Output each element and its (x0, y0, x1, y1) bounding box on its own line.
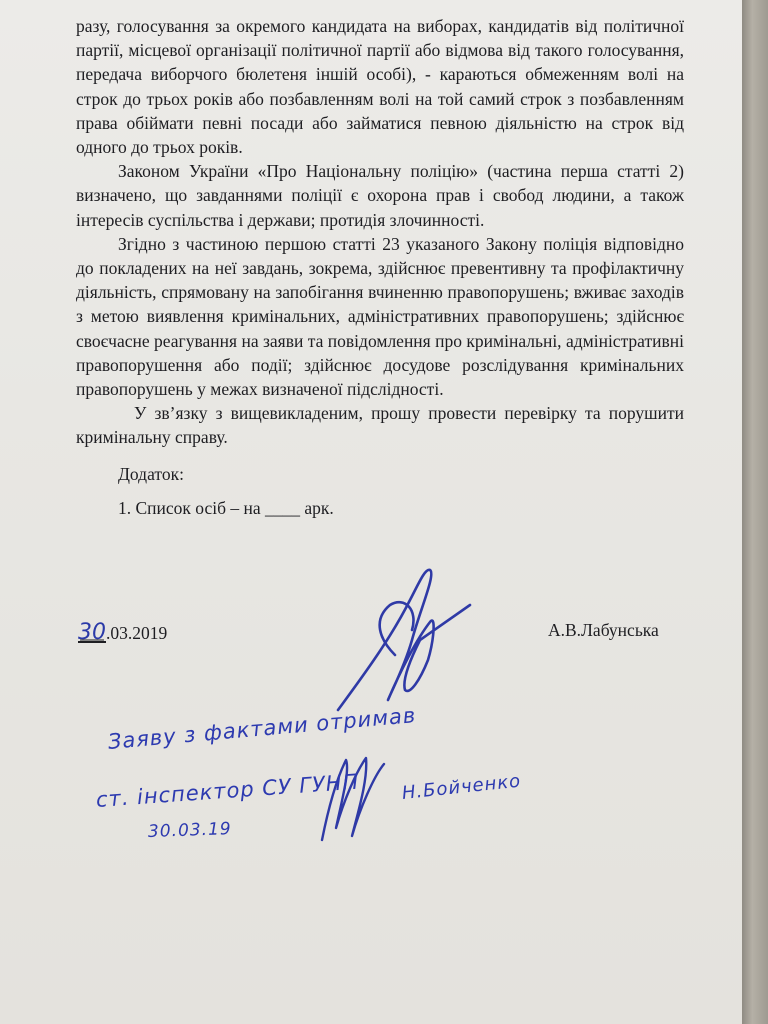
applicant-signature (338, 570, 470, 710)
handwritten-line-2: ст. інспектор СУ ГУНП (95, 769, 361, 812)
paragraph-request: У зв’язку з вищевикладеним, прошу провести перевірку та порушити кримінальну справу. (76, 403, 684, 448)
paragraph-article-23: Згідно з частиною першою статті 23 указаного Закону поліція відповідно до покладених на неї завдань, зокрема, здійснює превентивну та профілактичну діяльність, спрямовану на запобігання вчиненню правопорушень; вживає заходів з метою виявлення кримінальних, адміністративних правопорушень; здійснює своєчасне реагування на заяви та повідомлення про кримінальні, адміністративні правопорушення або події; здійснює досудове розслідування кримінальних правопорушень у межах визначеної підслідності. (76, 233, 684, 400)
handwritten-officer-name: Н.Бойченко (400, 770, 523, 804)
signer-name: А.В.Лабунська (548, 620, 659, 640)
attachment-item: 1. Список осіб – на ____ арк. (118, 497, 334, 518)
handwritten-day: 30 (78, 620, 106, 645)
printed-date: .03.2019 (106, 623, 168, 643)
handwritten-line-1: Заяву з фактами отримав (106, 703, 418, 754)
handwritten-date: 30.03.19 (147, 819, 233, 842)
attachment-label: Додаток: (118, 463, 184, 484)
paragraph-police-law: Законом України «Про Національну поліцію» (частина перша статті 2) визначено, що завданнями поліції є охорона прав і свобод людини, а також інтересів суспільства і держави; протидія злочинності. (76, 161, 684, 230)
background-edge (742, 0, 768, 1024)
paragraph-continuation: разу, голосування за окремого кандидата на виборах, кандидатів від політичної партії, місцевої організації політичної партії або відмова від такого голосування, передача виборчого бюлетеня іншій особі), - караються обмеженням волі на строк до трьох років або позбавленням волі на той самий строк з позбавленням права обіймати певні посади або займатися певною діяльністю на строк від одного до трьох років. (76, 16, 684, 158)
